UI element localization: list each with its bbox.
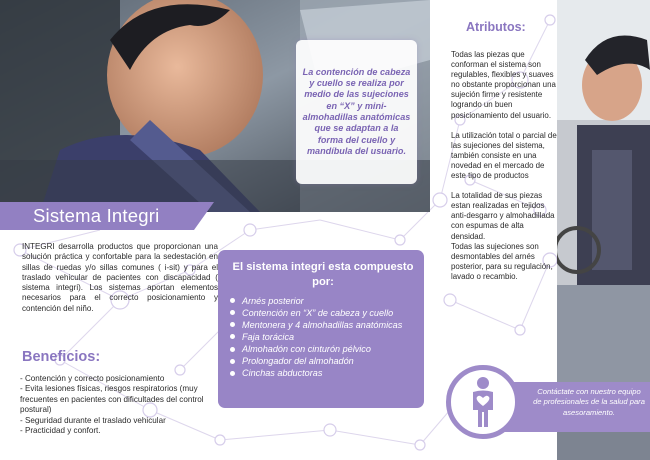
benefit-item: - Practicidad y confort. [20,426,101,436]
child-in-wheelchair-photo [557,0,650,382]
bullet-icon [230,298,235,303]
composition-list [230,295,416,380]
benefits-list [20,374,220,436]
composition-item-label: Arnés posterior [242,295,304,306]
composition-item [230,307,416,319]
benefit-item: - Contención y correcto posicionamiento [20,374,165,383]
attributes-heading: Atributos: [466,20,526,34]
bullet-icon [230,359,235,364]
attribute-paragraph: La totalidad de sus piezas estan realizadas en tejidos anti-desgarro y almohadillada con espumas de alta densidad. [451,191,555,241]
composition-item [230,295,416,307]
composition-item-label: Almohadón con cinturón pélvico [242,343,371,354]
composition-box [218,250,424,408]
attributes-text [451,50,557,292]
composition-item-label: Mentonera y 4 almohadillas anatómicas [242,319,403,330]
benefit-item: - Evita lesiones físicas, riesgos respiratorios (muy frecuentes en pacientes con dificultades del control postural) [20,384,204,415]
composition-item-label: Faja torácica [242,331,295,342]
composition-item-label: Prolongador del almohadón [242,356,354,367]
composition-item [230,343,416,355]
person-with-heart-icon [465,376,501,428]
title-band [0,202,194,230]
composition-item [230,331,416,343]
contact-text: Contáctate con nuestro equipo de profesionales de la salud para asesoramiento. [533,387,645,417]
composition-item-label: Cinchas abductoras [242,368,323,379]
intro-paragraph: INTEGRI desarrolla productos que proporcionan una solución práctica y confortable para la sedestación en sillas de ruedas y/o sillas comunes ( i-sit) y para el traslado vehicular de pacientes con discapacidad ( sistema integri). Los sistemas aportan elementos necesarios para el correcto posicionamiento y contención del niño. [22,242,218,313]
quote-box [296,40,417,184]
bullet-icon [230,371,235,376]
composition-heading: El sistema integri esta compuesto por: [232,261,414,288]
composition-item [230,355,416,367]
attribute-paragraph: La utilización total o parcial de las sujeciones del sistema, también consiste en una novedad en el mercado de este tipo de productos [451,130,557,181]
benefit-item: - Seguridad durante el traslado vehicular [20,415,166,425]
composition-item [230,319,416,331]
bullet-icon [230,322,235,327]
benefits-heading: Beneficios: [22,349,101,365]
wheelchair-detail-photo [557,432,650,460]
attribute-paragraph: Todas las piezas que conforman el sistema son regulables, flexibles y suaves no obstante proporcionan una sujeción firme y resistente logrando un buen posicionamiento del usuario. [451,50,556,120]
bullet-icon [230,334,235,339]
composition-item [230,367,416,379]
page-title: Sistema Integri [33,205,160,226]
composition-item-label: Contención en “X” de cabeza y cuello [242,307,394,318]
quote-text: La contención de cabeza y cuello se realiza por medio de las sujeciones en “X” y mini-almohadillas anatómicas que se adaptan a la forma del cuello y mandíbula del usuario. [302,66,411,156]
attribute-paragraph: Todas las sujeciones son desmontables del arnés posterior, para su regulación, lavado o recambio. [451,241,553,281]
bullet-icon [230,347,235,352]
contact-icon-circle [446,365,520,439]
bullet-icon [230,310,235,315]
